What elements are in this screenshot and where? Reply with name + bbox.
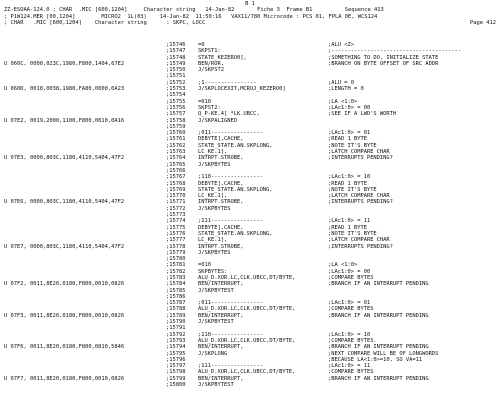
line-number: ;15799 [166, 375, 186, 382]
line-number: ;15787 [166, 300, 186, 307]
line-number: ;15762 [166, 142, 186, 149]
line-number: ;15785 [166, 287, 186, 294]
source-code: ;111---------------- [198, 363, 263, 370]
header-line-3 [4, 20, 496, 26]
line-number: ;15797 [166, 363, 186, 370]
line-number: ;15798 [166, 369, 186, 376]
source-code: SKPST1: [198, 48, 221, 55]
source-comment: ;LATCH COMPARE CHAR [328, 193, 390, 200]
source-code: J/SKPBYTEST [198, 319, 234, 326]
source-comment: ;LATCH COMPARE CHAR [328, 237, 390, 244]
line-number: ;15793 [166, 337, 186, 344]
source-code: ;111---------------- [198, 218, 263, 225]
source-comment: ;LAc1:0> = 00 [328, 104, 371, 111]
microword-address: U 07F3, 0011,8E20,0180,F800,0010,0826 [4, 312, 125, 319]
source-comment: ;ALU = 0 [328, 79, 354, 86]
source-code: ;1---------------- [198, 79, 257, 86]
line-number: ;15776 [166, 230, 186, 237]
source-code: INTRPT.STROBE, [198, 199, 244, 206]
source-code: LC_KE.1], [198, 149, 228, 156]
source-code: BEN/INTERRUPT, [198, 344, 244, 351]
header-line-2: ; P1W124.MER [00,1204] MICRO2 1L(03) 14-Jan-82 11:50:16 VAX11/780 Microcode : PCS 01, FPLA 0E, WCS124 [4, 13, 378, 20]
source-comment: ;SEE IF A LWD'S WORTH [328, 111, 397, 118]
source-comment: ;LAc1:0> = 00 [328, 268, 371, 275]
source-comment: ;---------------------------------------- [328, 48, 462, 55]
line-number: ;15794 [166, 344, 186, 351]
source-code: STATE_STATE.AN.SKPLONG, [198, 186, 273, 193]
line-number: ;15800 [166, 382, 186, 389]
listing-header [4, 1, 496, 26]
source-code: ALU_D.XOR.LC,CLK.UBCC,DT/BYTE, [198, 337, 296, 344]
source-code: =010 [198, 262, 211, 269]
source-comment: ;BRANCH IF AN INTERRUPT PENDING [328, 281, 429, 288]
line-number: ;15796 [166, 356, 186, 363]
line-number: ;15747 [166, 48, 186, 55]
source-comment: ;LAc1:0> = 01 [328, 300, 371, 307]
line-number: ;15783 [166, 274, 186, 281]
line-number: ;15781 [166, 262, 186, 269]
source-comment: ;READ 1 BYTE [328, 224, 367, 231]
source-code: SKPST2: [198, 104, 221, 111]
source-code: =010 [198, 98, 211, 105]
line-number: ;15779 [166, 249, 186, 256]
source-code: =0 [198, 42, 205, 48]
microword-address: U 060D, 0018,0038,1980,FA80,0000,0A23 [4, 86, 125, 93]
line-number: ;15769 [166, 186, 186, 193]
line-number: ;15755 [166, 98, 186, 105]
source-code: BEN/INTERRUPT, [198, 375, 244, 382]
line-number: ;15768 [166, 180, 186, 187]
source-code: J/SKPLONG [198, 350, 228, 357]
source-code: ALU_D.XOR.LC,CLK.UBCC,DT/BYTE, [198, 369, 296, 376]
source-comment: ;LAc1:0> = 10 [328, 331, 371, 338]
line-number: ;15795 [166, 350, 186, 357]
line-number: ;15760 [166, 130, 186, 137]
microword-address: U 07F6, 0011,8E20,0180,F800,0810,5846 [4, 344, 125, 351]
source-comment: ;LENGTH = 0 [328, 86, 364, 93]
source-code: STATE_STATE.AN.SKPLONG, [198, 230, 273, 237]
source-comment: ;COMPARE BYTES [328, 274, 374, 281]
source-comment: ;LA <1:0> [328, 262, 358, 269]
microcode-listing [4, 42, 496, 388]
source-code: STATE_KEZERO0], [198, 54, 247, 61]
microword-address: U 060C, 0000,023C,1980,F800,1404,67E2 [4, 60, 125, 67]
source-code: J/SKPBYTES [198, 205, 231, 212]
source-comment: ;ALU <Z> [328, 42, 354, 48]
source-comment: ;BECAUSE LA<1:0>=10, SO VA=11 [328, 356, 423, 363]
source-code: ;011---------------- [198, 300, 263, 307]
line-number: ;15772 [166, 205, 186, 212]
source-comment: ;LATCH COMPARE CHAR [328, 149, 390, 156]
line-number: ;15780 [166, 256, 186, 263]
source-comment: ;NOTE IT'S BYTE [328, 230, 377, 237]
source-code: ALU_D.XOR.LC,CLK.UBCC,DT/BYTE, [198, 306, 296, 313]
source-comment: ;LAc1:0> = 10 [328, 174, 371, 181]
line-number: ;15788 [166, 306, 186, 313]
line-number: ;15752 [166, 79, 186, 86]
source-code: DEBYTE],CACHE, [198, 224, 244, 231]
line-number: ;15775 [166, 224, 186, 231]
source-comment: ;NOTE IT'S BYTE [328, 186, 377, 193]
source-code: LC_KE.1], [198, 237, 228, 244]
listing-row [4, 382, 496, 388]
line-number: ;15756 [166, 104, 186, 111]
source-code: BEN/INTERRUPT, [198, 281, 244, 288]
source-code: INTRPT.STROBE, [198, 243, 244, 250]
microword-address: U 07F7, 0011,8E20,0180,F800,0010,0826 [4, 375, 125, 382]
source-code: SKPBYTES: [198, 268, 228, 275]
source-comment: ;NEXT COMPARE WILL BE OF LONGWORDS [328, 350, 439, 357]
source-code: J/SKPST2 [198, 67, 224, 74]
source-code: ;011---------------- [198, 130, 263, 137]
source-comment: ;NOTE IT'S BYTE [328, 142, 377, 149]
source-code: J/SKPALIGNED [198, 117, 237, 124]
line-number: ;15758 [166, 117, 186, 124]
line-number: ;15766 [166, 167, 186, 174]
source-code: J/SKPBYTEST [198, 382, 234, 389]
source-code: ALU_D.XOR.LC,CLK.UBCC,DT/BYTE, [198, 274, 296, 281]
source-code: STATE_STATE.AN.SKPLONG, [198, 142, 273, 149]
source-comment: ;BRANCH IF AN INTERRUPT PENDING [328, 312, 429, 319]
source-code: J/SKPLOCEXIT,MCROJ_KEZERO0] [198, 86, 286, 93]
source-code: BEN/INTERRUPT, [198, 312, 244, 319]
microword-address: U 07E6, 0000,803C,1180,4110,5404,47F2 [4, 199, 125, 206]
page-label: Page 412 [470, 19, 496, 26]
line-number: ;15773 [166, 212, 186, 219]
line-number: ;15777 [166, 237, 186, 244]
line-number: ;15778 [166, 243, 186, 250]
source-code: ;110---------------- [198, 174, 263, 181]
source-comment: ;SOMETHING TO DO, INITIALIZE STATE [328, 54, 439, 61]
source-comment: ;LAc1:0> = 11 [328, 363, 371, 370]
line-number: ;15753 [166, 86, 186, 93]
line-number: ;15759 [166, 123, 186, 130]
line-number: ;15765 [166, 161, 186, 168]
source-code: DEBYTE],CACHE, [198, 180, 244, 187]
source-comment: ;COMPARE BYTES. [328, 337, 377, 344]
line-number: ;15789 [166, 312, 186, 319]
page-number: B 1 [245, 1, 255, 7]
line-number: ;15757 [166, 111, 186, 118]
microword-address: U 07F2, 0011,8E20,0180,F800,0010,0826 [4, 281, 125, 288]
line-number: ;15792 [166, 331, 186, 338]
line-number: ;15761 [166, 136, 186, 143]
header-line-1: ZZ-ESOAA-124.0 ; CHAR .MIC [600,1204] Character string 14-Jan-82 Fiche 3 Frame B1 Sequence 413 [4, 7, 384, 14]
source-code: BEN/ROR, [198, 60, 224, 67]
line-number: ;15784 [166, 281, 186, 288]
line-number: ;15749 [166, 60, 186, 67]
source-code: J/SKPBYTEST [198, 287, 234, 294]
line-number: ;15750 [166, 67, 186, 74]
line-number: ;15763 [166, 149, 186, 156]
source-code: J/SKPBYTES [198, 161, 231, 168]
source-comment: ;COMPARE BYTES [328, 369, 374, 376]
source-comment: ;LA <1:0> [328, 98, 358, 105]
source-code: INTRPT.STROBE, [198, 155, 244, 162]
source-code: ;110---------------- [198, 331, 263, 338]
line-number: ;15751 [166, 73, 186, 80]
line-number: ;15774 [166, 218, 186, 225]
header-line-3-left: ; CHAR .MIC [600,1204] Character string : SKPC, LOCC [4, 19, 206, 26]
line-number: ;15782 [166, 268, 186, 275]
source-comment: ;READ 1 BYTE [328, 136, 367, 143]
line-number: ;15791 [166, 325, 186, 332]
line-number: ;15748 [166, 54, 186, 61]
source-comment: ;BRANCH IF AN INTERRUPT PENDING [328, 344, 429, 351]
line-number: ;15764 [166, 155, 186, 162]
source-comment: ;LAc1:0> = 11 [328, 218, 371, 225]
source-code: J/SKPBYTES [198, 249, 231, 256]
microword-address: U 07E2, 0019,2000,1100,F800,0010,0A16 [4, 117, 125, 124]
line-number: ;15786 [166, 293, 186, 300]
source-code: LC_KE.1], [198, 193, 228, 200]
microword-address: U 07E3, 0000,803C,1180,4110,5404,47F2 [4, 155, 125, 162]
source-code: Q_P-KE.4] *LK.UBCC, [198, 111, 260, 118]
source-comment: ;INTERRUPTS PENDING? [328, 155, 393, 162]
source-code: DEBYTE],CACHE, [198, 136, 244, 143]
source-comment: ;COMPARE BYTES [328, 306, 374, 313]
line-number: ;15771 [166, 199, 186, 206]
line-number: ;15770 [166, 193, 186, 200]
source-comment: ;BRANCH IF AN INTERRUPT PENDING [328, 375, 429, 382]
source-comment: ;INTERRUPTS PENDING? [328, 199, 393, 206]
line-number: ;15746 [166, 42, 186, 48]
line-number: ;15790 [166, 319, 186, 326]
source-comment: ;BRANCH ON BYTE OFFSET OF SRC ADDR [328, 60, 439, 67]
source-comment: ;INTERRUPTS PENDING? [328, 243, 393, 250]
line-number: ;15754 [166, 92, 186, 99]
source-comment: ;LAc1:0> = 01 [328, 130, 371, 137]
line-number: ;15767 [166, 174, 186, 181]
microword-address: U 07E7, 0000,803C,1180,4110,5404,47F2 [4, 243, 125, 250]
source-comment: ;READ 1 BYTE [328, 180, 367, 187]
